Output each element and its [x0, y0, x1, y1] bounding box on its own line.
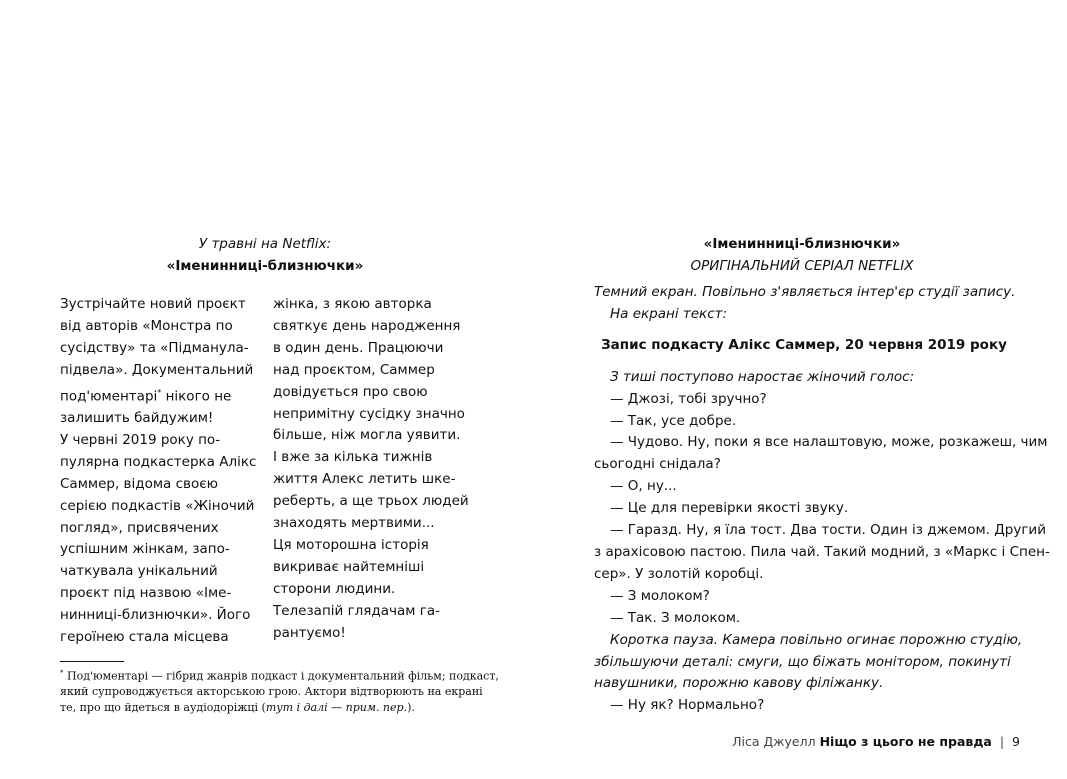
dialogue-line: — Чудово. Ну, поки я все налаштовую, може, розкажеш, чим — [610, 434, 1048, 451]
text-line: погляд», присвячених — [60, 519, 219, 536]
text-line: проєкт під назвою «Іме- — [60, 585, 232, 602]
footer-separator: | — [999, 734, 1005, 749]
text-line: нинниці-близнючки». Його — [60, 607, 251, 624]
running-footer — [732, 731, 1020, 753]
page-number: 9 — [1012, 734, 1020, 749]
dialogue-line: — Джозі, тобі зручно? — [610, 390, 767, 407]
stage-direction: навушники, порожню кавову філіжанку. — [594, 675, 884, 692]
text-line: успішним жінкам, запо- — [60, 541, 230, 558]
stage-direction: Темний екран. Повільно з'являється інтер'єр студії запису. — [594, 284, 1016, 300]
series-title: «Іменинниці-близнючки» — [703, 236, 901, 252]
text-line: викриває найтемніші — [273, 558, 425, 575]
dialogue-line: сер». У золотій коробці. — [594, 565, 764, 582]
text-line: чаткувала унікальний — [60, 563, 218, 580]
series-heading — [594, 233, 1010, 277]
right-page — [534, 0, 1067, 779]
text-line: довідується про свою — [273, 383, 428, 400]
text-line: пулярна подкастерка Алікс — [60, 453, 257, 470]
text-line: підвела». Документальний — [60, 361, 254, 378]
text-line: більше, ніж могла уявити. — [273, 427, 461, 444]
text-line: жінка, з якою авторка — [273, 296, 432, 312]
text-column-left — [60, 294, 255, 649]
footer-book-title: Ніщо з цього не правда — [819, 734, 992, 749]
text-line: в один день. Працюючи — [273, 339, 444, 356]
dialogue-line: сьогодні снідала? — [594, 456, 721, 473]
dialogue-line: — З молоком? — [610, 587, 710, 604]
announcement-title: «Іменинниці-близнючки» — [166, 258, 364, 274]
footnote-marker: * — [60, 669, 64, 677]
text-line: знаходять мертвими... — [273, 515, 435, 532]
text-line: залишить байдужим! — [60, 410, 214, 427]
text-line: непримітну сусідку значно — [273, 405, 465, 422]
stage-direction: збільшуючи деталі: смуги, що біжать монітором, покинуті — [594, 653, 1011, 670]
text-line: рантуємо! — [273, 624, 346, 641]
dialogue-line: — Так. З молоком. — [610, 609, 741, 626]
footnote-ref: * — [157, 387, 162, 397]
dialogue-line: з арахісовою пастою. Пила чай. Такий модний, з «Маркс і Спен- — [594, 543, 1050, 560]
podcast-caption: Запис подкасту Алікс Саммер, 20 червня 2019 року — [601, 336, 1007, 353]
text-line-start: под'юментарі — [60, 388, 158, 405]
text-line: над проєктом, Саммер — [273, 361, 435, 378]
text-column-right — [273, 294, 473, 645]
footnote-line — [60, 700, 480, 716]
stage-direction: На екрані текст: — [610, 305, 728, 322]
text-line-end: нікого не — [161, 388, 232, 405]
series-subtitle: ОРИГІНАЛЬНИЙ СЕРІАЛ NETFLIX — [690, 258, 914, 274]
text-line: сусідству» та «Підманула- — [60, 339, 249, 356]
footnote-line — [60, 666, 499, 684]
dialogue-line: — О, ну... — [610, 478, 677, 495]
footnote-text: те, про що йдеться в аудіодоріжці ( — [60, 700, 266, 714]
footnote-line: який супроводжується акторською грою. Актори відтворюють на екрані — [60, 685, 483, 699]
footnote-divider — [60, 661, 124, 662]
text-line: героїнею стала місцева — [60, 629, 229, 646]
footnote — [60, 666, 499, 715]
footnote-italic: тут і далі — прим. пер. — [265, 700, 408, 714]
text-line: І вже за кілька тижнів — [273, 449, 433, 466]
announcement-intro: У травні на Netflix: — [198, 236, 332, 252]
text-line: реберть, а ще трьох людей — [273, 493, 469, 510]
text-line: У червні 2019 року по- — [60, 431, 221, 448]
text-line: Зустрічайте новий проєкт — [60, 296, 246, 312]
text-line: Саммер, відома своєю — [60, 475, 218, 492]
text-line — [60, 382, 255, 408]
text-line: сторони людини. — [273, 580, 396, 597]
text-line: від авторів «Монстра по — [60, 317, 233, 334]
text-line: Телезапій глядачам га- — [273, 602, 440, 619]
script-body — [594, 282, 1050, 717]
stage-direction: З тиші поступово наростає жіночий голос: — [610, 368, 915, 385]
footer-author: Ліса Джуелл — [732, 734, 816, 749]
dialogue-line: — Ну як? Нормально? — [610, 697, 765, 714]
text-line: святкує день народження — [273, 317, 461, 334]
footnote-text: Под'юментарі — гібрид жанрів подкаст і документальний фільм; подкаст, — [67, 669, 499, 683]
dialogue-line: — Гаразд. Ну, я їла тост. Два тости. Один із джемом. Другий — [610, 522, 1046, 539]
text-line: серією подкастів «Жіночий — [60, 497, 255, 514]
footnote-text: ). — [407, 700, 415, 714]
stage-direction: Коротка пауза. Камера повільно огинає порожню студію, — [610, 631, 1023, 648]
left-page — [0, 0, 533, 779]
text-line: життя Алекс летить шке- — [273, 471, 456, 488]
dialogue-line: — Це для перевірки якості звуку. — [610, 500, 849, 517]
text-line: Ця моторошна історія — [273, 536, 429, 553]
dialogue-line: — Так, усе добре. — [610, 412, 737, 429]
netflix-announcement — [60, 233, 470, 277]
